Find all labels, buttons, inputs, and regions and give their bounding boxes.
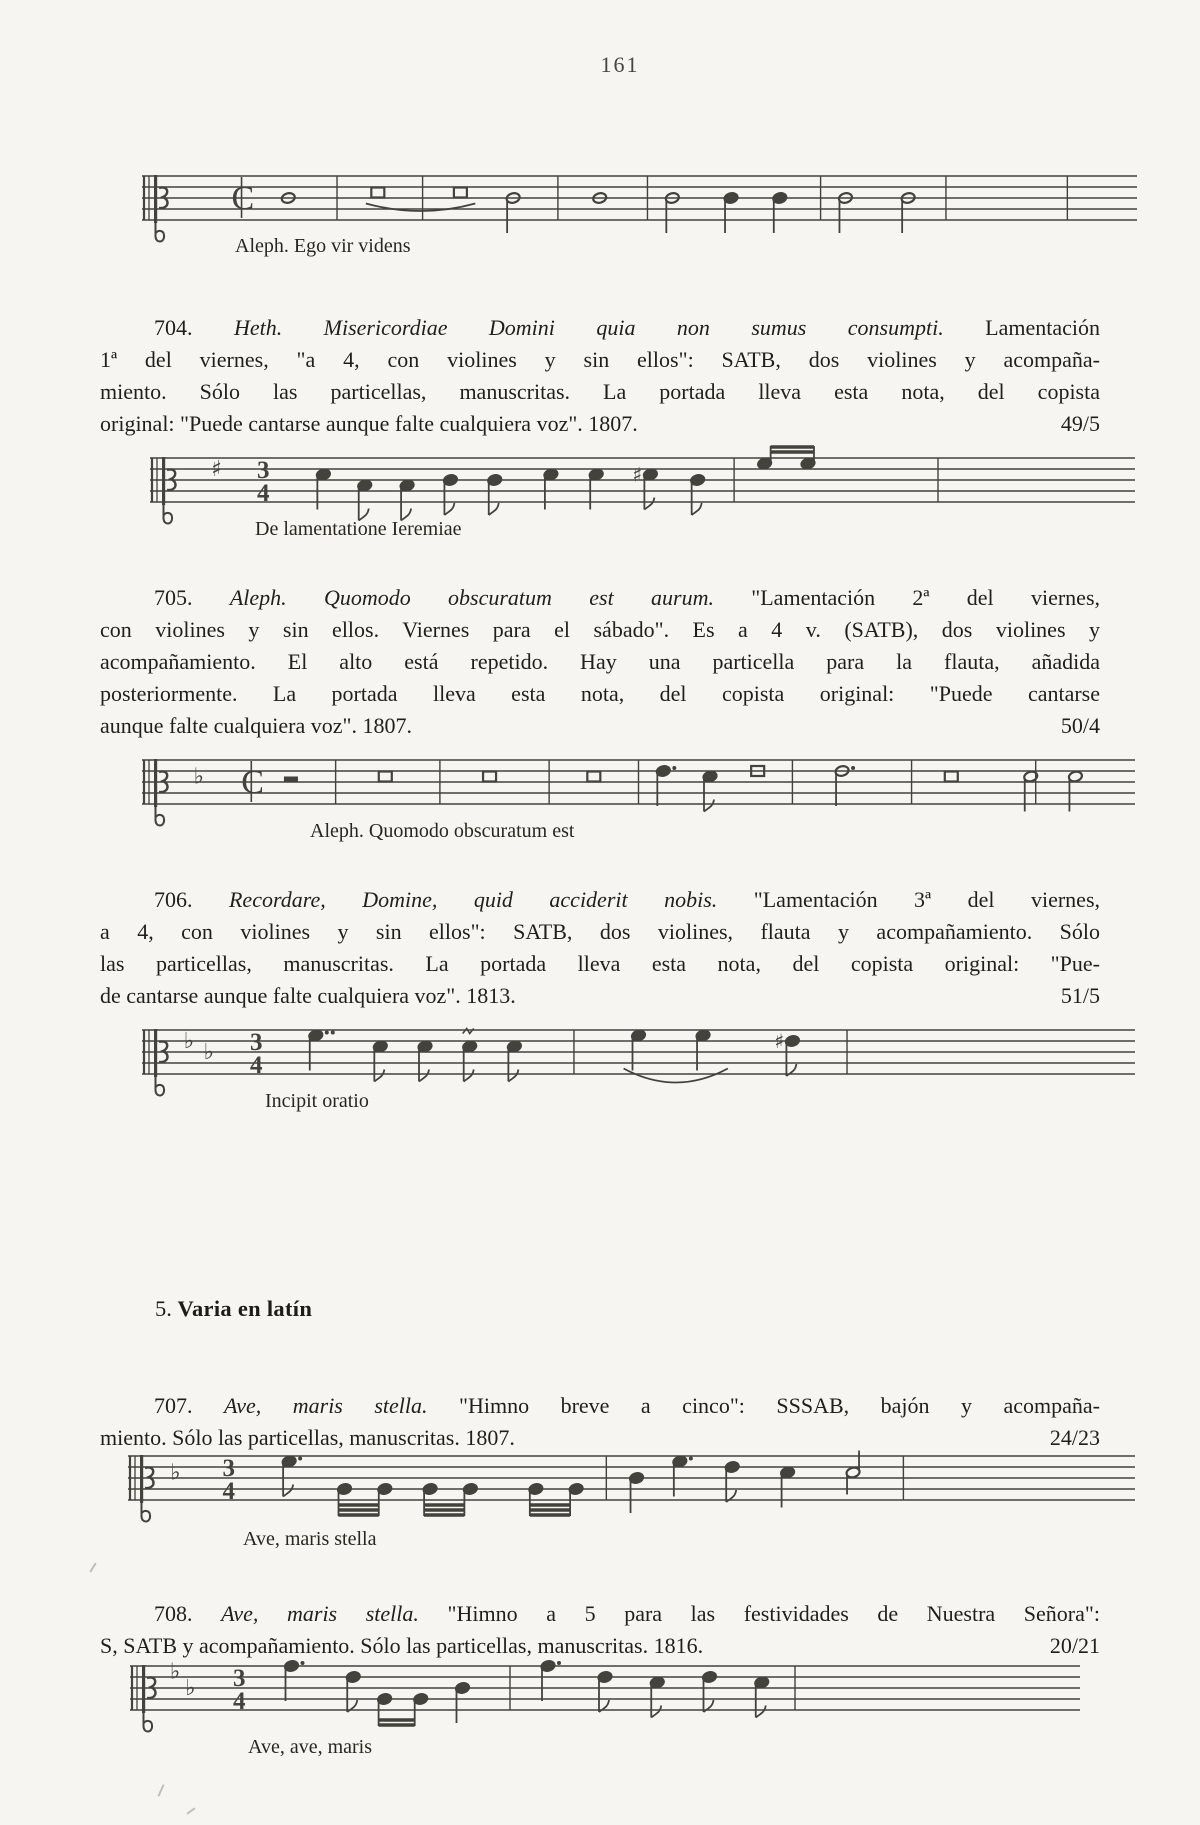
svg-text:♭: ♭ <box>193 764 205 790</box>
catalog-entry-705 <box>100 582 1100 742</box>
pencil-mark <box>157 1784 164 1797</box>
svg-text:C: C <box>231 180 255 217</box>
entry-line: 707. Ave, maris stella. "Himno breve a cinco": SSSAB, bajón y acompaña- <box>154 1393 1101 1418</box>
section-heading <box>155 1296 312 1322</box>
archive-number: 51/5 <box>1060 983 1100 1008</box>
pencil-mark <box>89 1562 97 1572</box>
music-incipit-staff-705 <box>142 735 1135 865</box>
staff-caption: De lamentatione Ieremiae <box>255 518 462 540</box>
catalog-entry-706 <box>100 884 1100 1012</box>
svg-text:3: 3 <box>249 1029 263 1056</box>
svg-text:♭: ♭ <box>203 1040 214 1065</box>
entry-line: de cantarse aunque falte cualquiera voz". 1813. 51/5 <box>100 980 1100 1012</box>
entry-line: S, SATB y acompañamiento. Sólo las particellas, manuscritas. 1816. 20/21 <box>100 1630 1100 1662</box>
archive-number: 24/23 <box>1049 1425 1100 1450</box>
svg-text:3: 3 <box>233 1665 246 1692</box>
svg-text:♭: ♭ <box>170 1460 181 1486</box>
entry-line: 704. Heth. Misericordiae Domini quia non sumus consumpti. Lamentación <box>154 315 1100 340</box>
svg-text:4: 4 <box>233 1688 246 1715</box>
svg-text:3: 3 <box>222 1455 235 1482</box>
svg-text:♭: ♭ <box>169 1659 181 1685</box>
entry-line: miento. Sólo las particellas, manuscritas. 1807. 24/23 <box>100 1422 1100 1454</box>
entry-line: acompañamiento. El alto está repetido. Hay una particella para la flauta, añadida <box>100 649 1100 674</box>
entry-line: con violines y sin ellos. Viernes para el sábado". Es a 4 v. (SATB), dos violines y <box>100 617 1100 642</box>
entry-line: 706. Recordare, Domine, quid acciderit nobis. "Lamentación 3ª del viernes, <box>154 887 1101 912</box>
entry-line: 708. Ave, maris stella. "Himno a 5 para las festividades de Nuestra Señora": <box>154 1601 1100 1626</box>
svg-text:♭: ♭ <box>183 1029 195 1054</box>
archive-number: 20/21 <box>1049 1633 1100 1658</box>
staff-caption: Aleph. Quomodo obscuratum est <box>310 820 575 842</box>
svg-text:3: 3 <box>257 457 270 484</box>
section-number: 5. <box>155 1296 172 1321</box>
entry-line: las particellas, manuscritas. La portada lleva esta nota, del copista original: "Pue- <box>100 951 1100 976</box>
pencil-mark <box>186 1807 195 1814</box>
music-incipit-staff-706 <box>142 1005 1135 1135</box>
page-number: 161 <box>600 52 640 77</box>
entry-line: original: "Puede cantarse aunque falte cualquiera voz". 1807. 49/5 <box>100 408 1100 440</box>
svg-text:4: 4 <box>222 1478 235 1505</box>
catalog-entry-704 <box>100 312 1100 440</box>
svg-text:C: C <box>241 764 264 801</box>
section-title: Varia en latín <box>177 1296 313 1321</box>
svg-text:♭: ♭ <box>185 1676 196 1701</box>
staff-caption: Ave, maris stella <box>243 1528 377 1550</box>
svg-text:♯: ♯ <box>774 1029 785 1053</box>
svg-text:4: 4 <box>257 480 270 507</box>
entry-line: aunque falte cualquiera voz". 1807. 50/4 <box>100 710 1100 742</box>
svg-text:♯: ♯ <box>632 462 643 487</box>
svg-text:4: 4 <box>249 1052 263 1079</box>
entry-line: 1ª del viernes, "a 4, con violines y sin ellos": SATB, dos violines y acompaña- <box>100 347 1100 372</box>
staff-caption: Ave, ave, maris <box>248 1736 373 1758</box>
entry-line: miento. Sólo las particellas, manuscritas. La portada lleva esta nota, del copista <box>100 379 1100 404</box>
entry-line: a 4, con violines y sin ellos": SATB, dos violines, flauta y acompañamiento. Sólo <box>100 919 1100 944</box>
archive-number: 49/5 <box>1060 411 1100 436</box>
entry-line: 705. Aleph. Quomodo obscuratum est aurum. "Lamentación 2ª del viernes, <box>154 585 1101 610</box>
music-incipit-staff-704 <box>150 433 1135 563</box>
entry-line: posteriormente. La portada lleva esta nota, del copista original: "Puede cantarse <box>100 681 1100 706</box>
archive-number: 50/4 <box>1060 713 1100 738</box>
svg-text:♯: ♯ <box>211 457 222 482</box>
staff-caption: Incipit oratio <box>265 1090 369 1112</box>
staff-caption: Aleph. Ego vir videns <box>235 235 411 257</box>
music-incipit-staff-704-prev <box>142 151 1137 281</box>
